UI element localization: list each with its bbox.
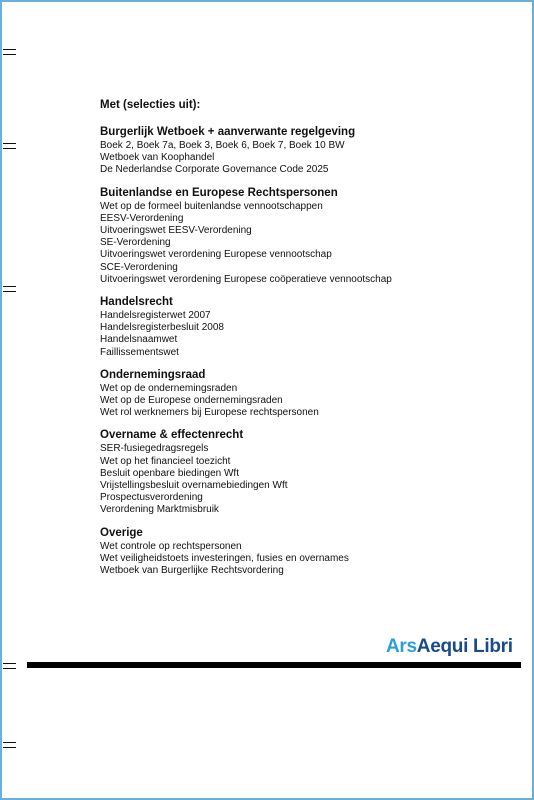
list-item: Wet veiligheidstoets investeringen, fusies en overnames [100,552,349,564]
list-item: Handelsregisterwet 2007 [100,310,211,322]
list-item: SE-Verordening [100,237,171,249]
section [100,428,520,516]
crop-mark [3,286,16,292]
section [100,186,520,286]
list-item: SER-fusiegedragsregels [100,443,209,455]
list-item: SCE-Verordening [100,261,178,273]
section [100,295,520,359]
intro-heading: Met (selecties uit): [100,99,201,111]
list-item: Wet op het financieel toezicht [100,455,231,467]
logo-rest: Aequi Libri [416,636,513,657]
list-item: Wet controle op rechtspersonen [100,540,242,552]
sections [100,125,520,577]
footer-rule [27,662,521,668]
contents-list [100,99,520,586]
list-item: EESV-Verordening [100,212,184,224]
list-item: Uitvoeringswet verordening Europese vennootschap [100,249,332,261]
crop-mark [3,143,16,149]
list-item: Uitvoeringswet EESV-Verordening [100,225,252,237]
section-title: Buitenlandse en Europese Rechtspersonen [100,186,338,199]
list-item: Boek 2, Boek 7a, Boek 3, Boek 6, Boek 7, Boek 10 BW [100,140,345,151]
section-title: Handelsrecht [100,296,173,309]
list-item: Prospectusverordening [100,492,203,504]
logo-ars: Ars [386,636,417,657]
list-item: Handelsregisterbesluit 2008 [100,322,224,334]
list-item: Besluit openbare biedingen Wft [100,467,239,479]
list-item: Handelsnaamwet [100,334,178,346]
section-title: Ondernemingsraad [100,368,206,381]
list-item: De Nederlandse Corporate Governance Code 2025 [100,164,329,176]
publisher-logo [386,636,513,658]
section [100,125,520,177]
section [100,368,520,420]
crop-mark [3,49,16,55]
list-item: Wet op de ondernemingsraden [100,382,238,394]
list-item: Wetboek van Burgerlijke Rechtsvordering [100,565,284,577]
section [100,526,520,578]
list-item: Faillissementswet [100,346,179,358]
list-item: Wetboek van Koophandel [100,152,215,164]
section-title: Overige [100,526,143,539]
section-title: Burgerlijk Wetboek + aanverwante regelgeving [100,126,356,138]
list-item: Uitvoeringswet verordening Europese coöperatieve vennootschap [100,273,392,285]
crop-mark [3,742,16,748]
section-title: Overname & effectenrecht [100,429,244,442]
list-item: Vrijstellingsbesluit overnamebiedingen Wft [100,480,288,492]
list-item: Verordening Marktmisbruik [100,504,219,516]
crop-mark [3,663,16,669]
list-item: Wet op de Europese ondernemingsraden [100,395,283,407]
list-item: Wet op de formeel buitenlandse vennootschappen [100,200,323,212]
list-item: Wet rol werknemers bij Europese rechtspersonen [100,407,319,419]
